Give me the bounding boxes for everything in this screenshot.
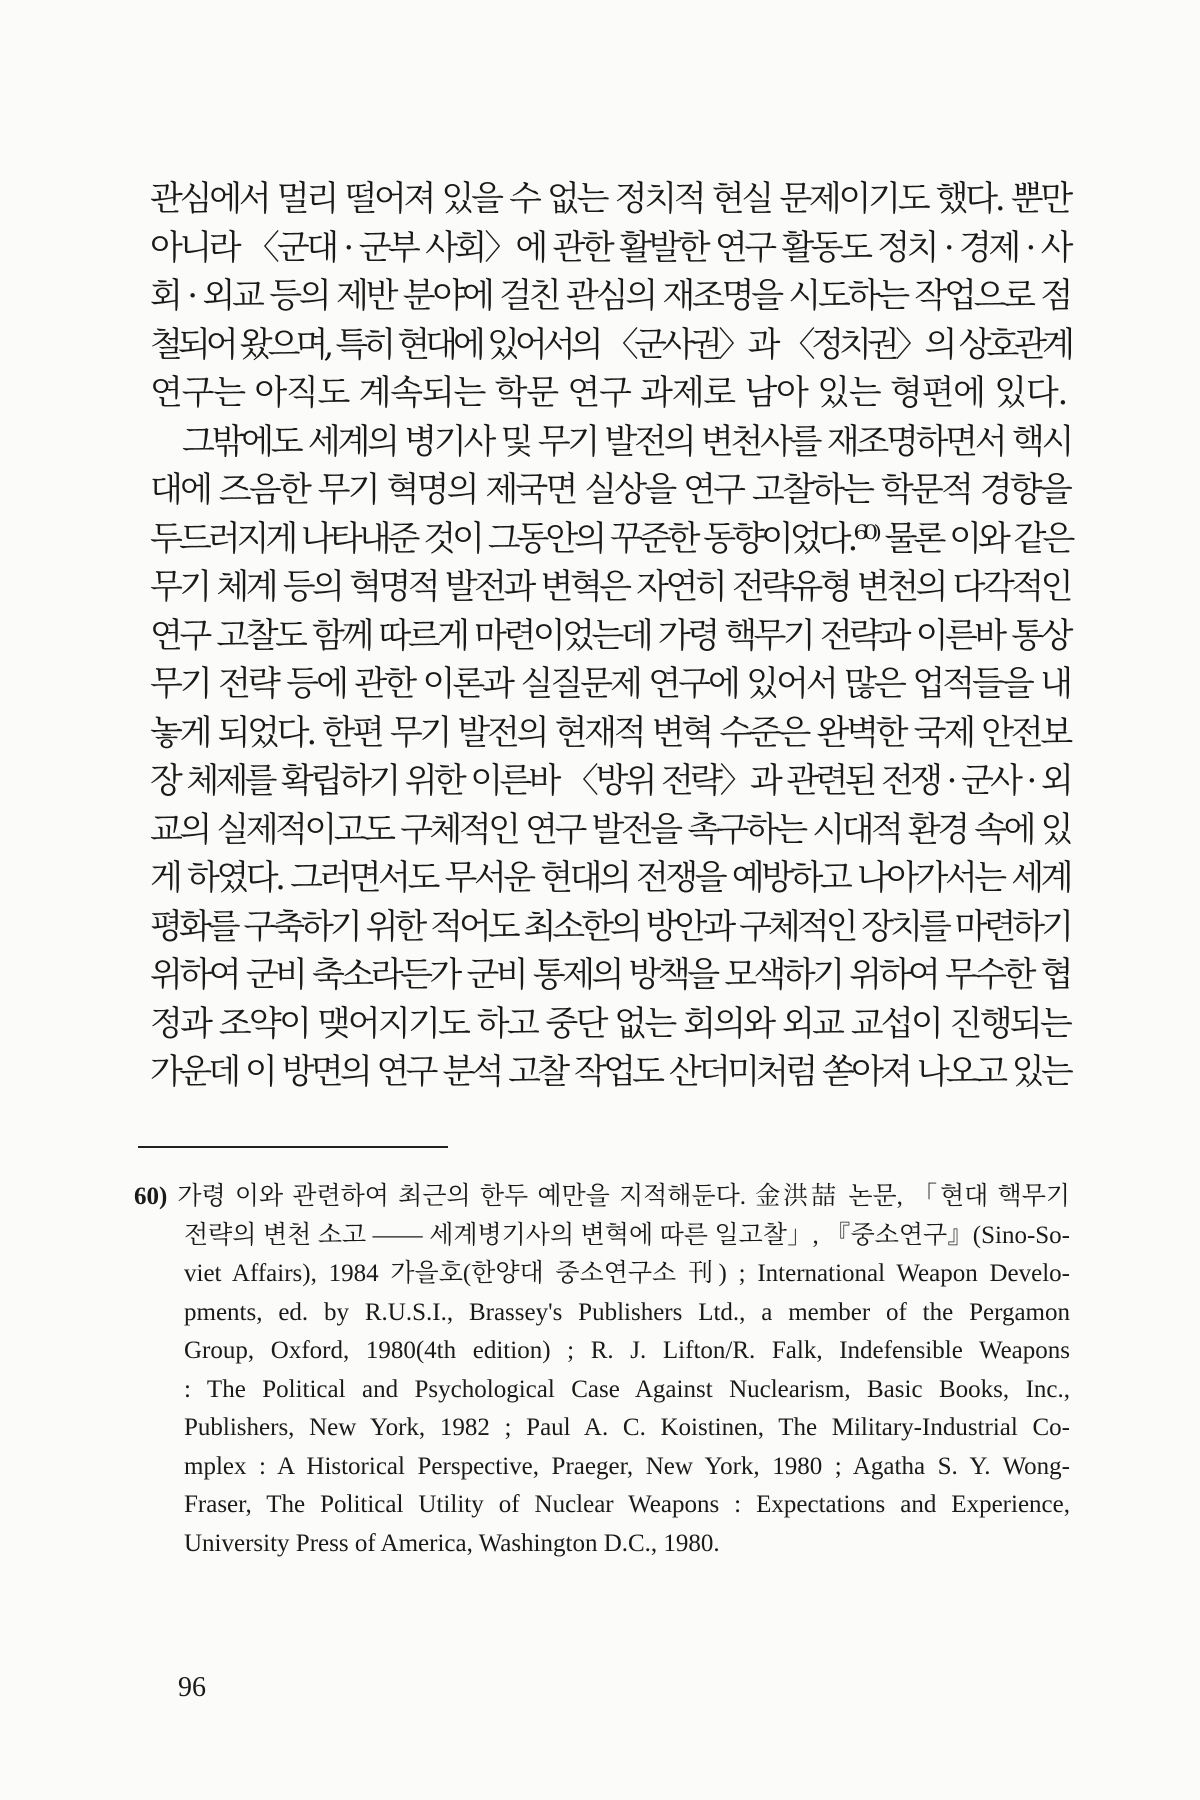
text-line: 철되어 왔으며, 특히 현대에 있어서의 〈군사권〉과 〈정치권〉의 상호관계 xyxy=(150,324,1070,365)
text-line: 두드러지게 나타내준 것이 그동안의 꾸준한 동향이었다.⁶⁰⁾ 물론 이와 같은 xyxy=(150,518,1072,559)
text-line: 무기 체계 등의 혁명적 발전과 변혁은 자연히 전략유형 변천의 다각적인 xyxy=(150,567,1070,607)
text-line: 정과 조약이 맺어지기도 하고 중단 없는 회의와 외교 교섭이 진행되는 xyxy=(150,1003,1070,1044)
footnote-line: Fraser, The Political Utility of Nuclear Weapons : Expectations and Experience, xyxy=(184,1491,1070,1518)
footnote-line: viet Affairs), 1984 가을호(한양대 중소연구소 刊) ; International Weapon Develo- xyxy=(184,1260,1070,1287)
text-line: 장 체제를 확립하기 위한 이른바 〈방위 전략〉과 관련된 전쟁 · 군사 · 외 xyxy=(150,761,1070,801)
text-line: 위하여 군비 축소라든가 군비 통제의 방책을 모색하기 위하여 무수한 협 xyxy=(150,955,1070,995)
footnote xyxy=(134,1178,1070,1563)
footnote-line: 전략의 변천 소고 —— 세계병기사의 변혁에 따른 일고찰」, 『중소연구』(Sino-So- xyxy=(184,1221,1070,1249)
text-line: 연구는 아직도 계속되는 학문 연구 과제로 남아 있는 형편에 있다. xyxy=(150,373,1068,413)
text-line: 놓게 되었다. 한편 무기 발전의 현재적 변혁 수준은 완벽한 국제 안전보 xyxy=(150,712,1070,753)
text-line: 아니라 〈군대 · 군부 사회〉에 관한 활발한 연구 활동도 정치 · 경제 · 사 xyxy=(150,227,1070,268)
text-line: 게 하였다. 그러면서도 무서운 현대의 전쟁을 예방하고 나아가서는 세계 xyxy=(150,858,1070,898)
footnote-rule xyxy=(138,1146,448,1148)
text-line: 가운데 이 방면의 연구 분석 고찰 작업도 산더미처럼 쏟아져 나오고 있는 xyxy=(150,1052,1070,1092)
text-line: 대에 즈음한 무기 혁명의 제국면 실상을 연구 고찰하는 학문적 경향을 xyxy=(150,470,1070,510)
text-line: 연구 고찰도 함께 따르게 마련이었는데 가령 핵무기 전략과 이른바 통상 xyxy=(150,615,1070,656)
text-line: 회 · 외교 등의 제반 분야에 걸친 관심의 재조명을 시도하는 작업으로 점 xyxy=(150,276,1070,316)
footnote-line xyxy=(134,1178,1070,1217)
footnote-line: Group, Oxford, 1980(4th edition) ; R. J. Lifton/R. Falk, Indefensible Weapons xyxy=(184,1337,1070,1364)
text-line: 무기 전략 등에 관한 이론과 실질문제 연구에 있어서 많은 업적들을 내 xyxy=(150,664,1070,704)
text-line: 관심에서 멀리 떨어져 있을 수 없는 정치적 현실 문제이기도 했다. 뿐만 xyxy=(150,179,1070,219)
footnote-line: pments, ed. by R.U.S.I., Brassey's Publishers Ltd., a member of the Pergamon xyxy=(184,1298,1070,1326)
footnote-line: Publishers, New York, 1982 ; Paul A. C. Koistinen, The Military-Industrial Co- xyxy=(184,1414,1070,1441)
page-number: 96 xyxy=(178,1672,206,1703)
footnote-line: University Press of America, Washington D.C., 1980. xyxy=(184,1529,720,1557)
footnote-text: 가령 이와 관련하여 최근의 한두 예만을 지적해둔다. 金洪喆 논문, 「현대 핵무기 xyxy=(177,1183,1070,1210)
main-text xyxy=(150,175,1070,1097)
text-line: 교의 실제적이고도 구체적인 연구 발전을 촉구하는 시대적 환경 속에 있 xyxy=(150,809,1070,850)
text-line: 그밖에도 세계의 병기사 및 무기 발전의 변천사를 재조명하면서 핵시 xyxy=(182,421,1072,462)
footnote-line: : The Political and Psychological Case Against Nuclearism, Basic Books, Inc., xyxy=(184,1375,1070,1403)
text-line: 평화를 구축하기 위한 적어도 최소한의 방안과 구체적인 장치를 마련하기 xyxy=(150,906,1070,947)
footnote-line: mplex : A Historical Perspective, Praeger, New York, 1980 ; Agatha S. Y. Wong- xyxy=(184,1452,1070,1480)
footnote-number: 60) xyxy=(134,1183,168,1210)
